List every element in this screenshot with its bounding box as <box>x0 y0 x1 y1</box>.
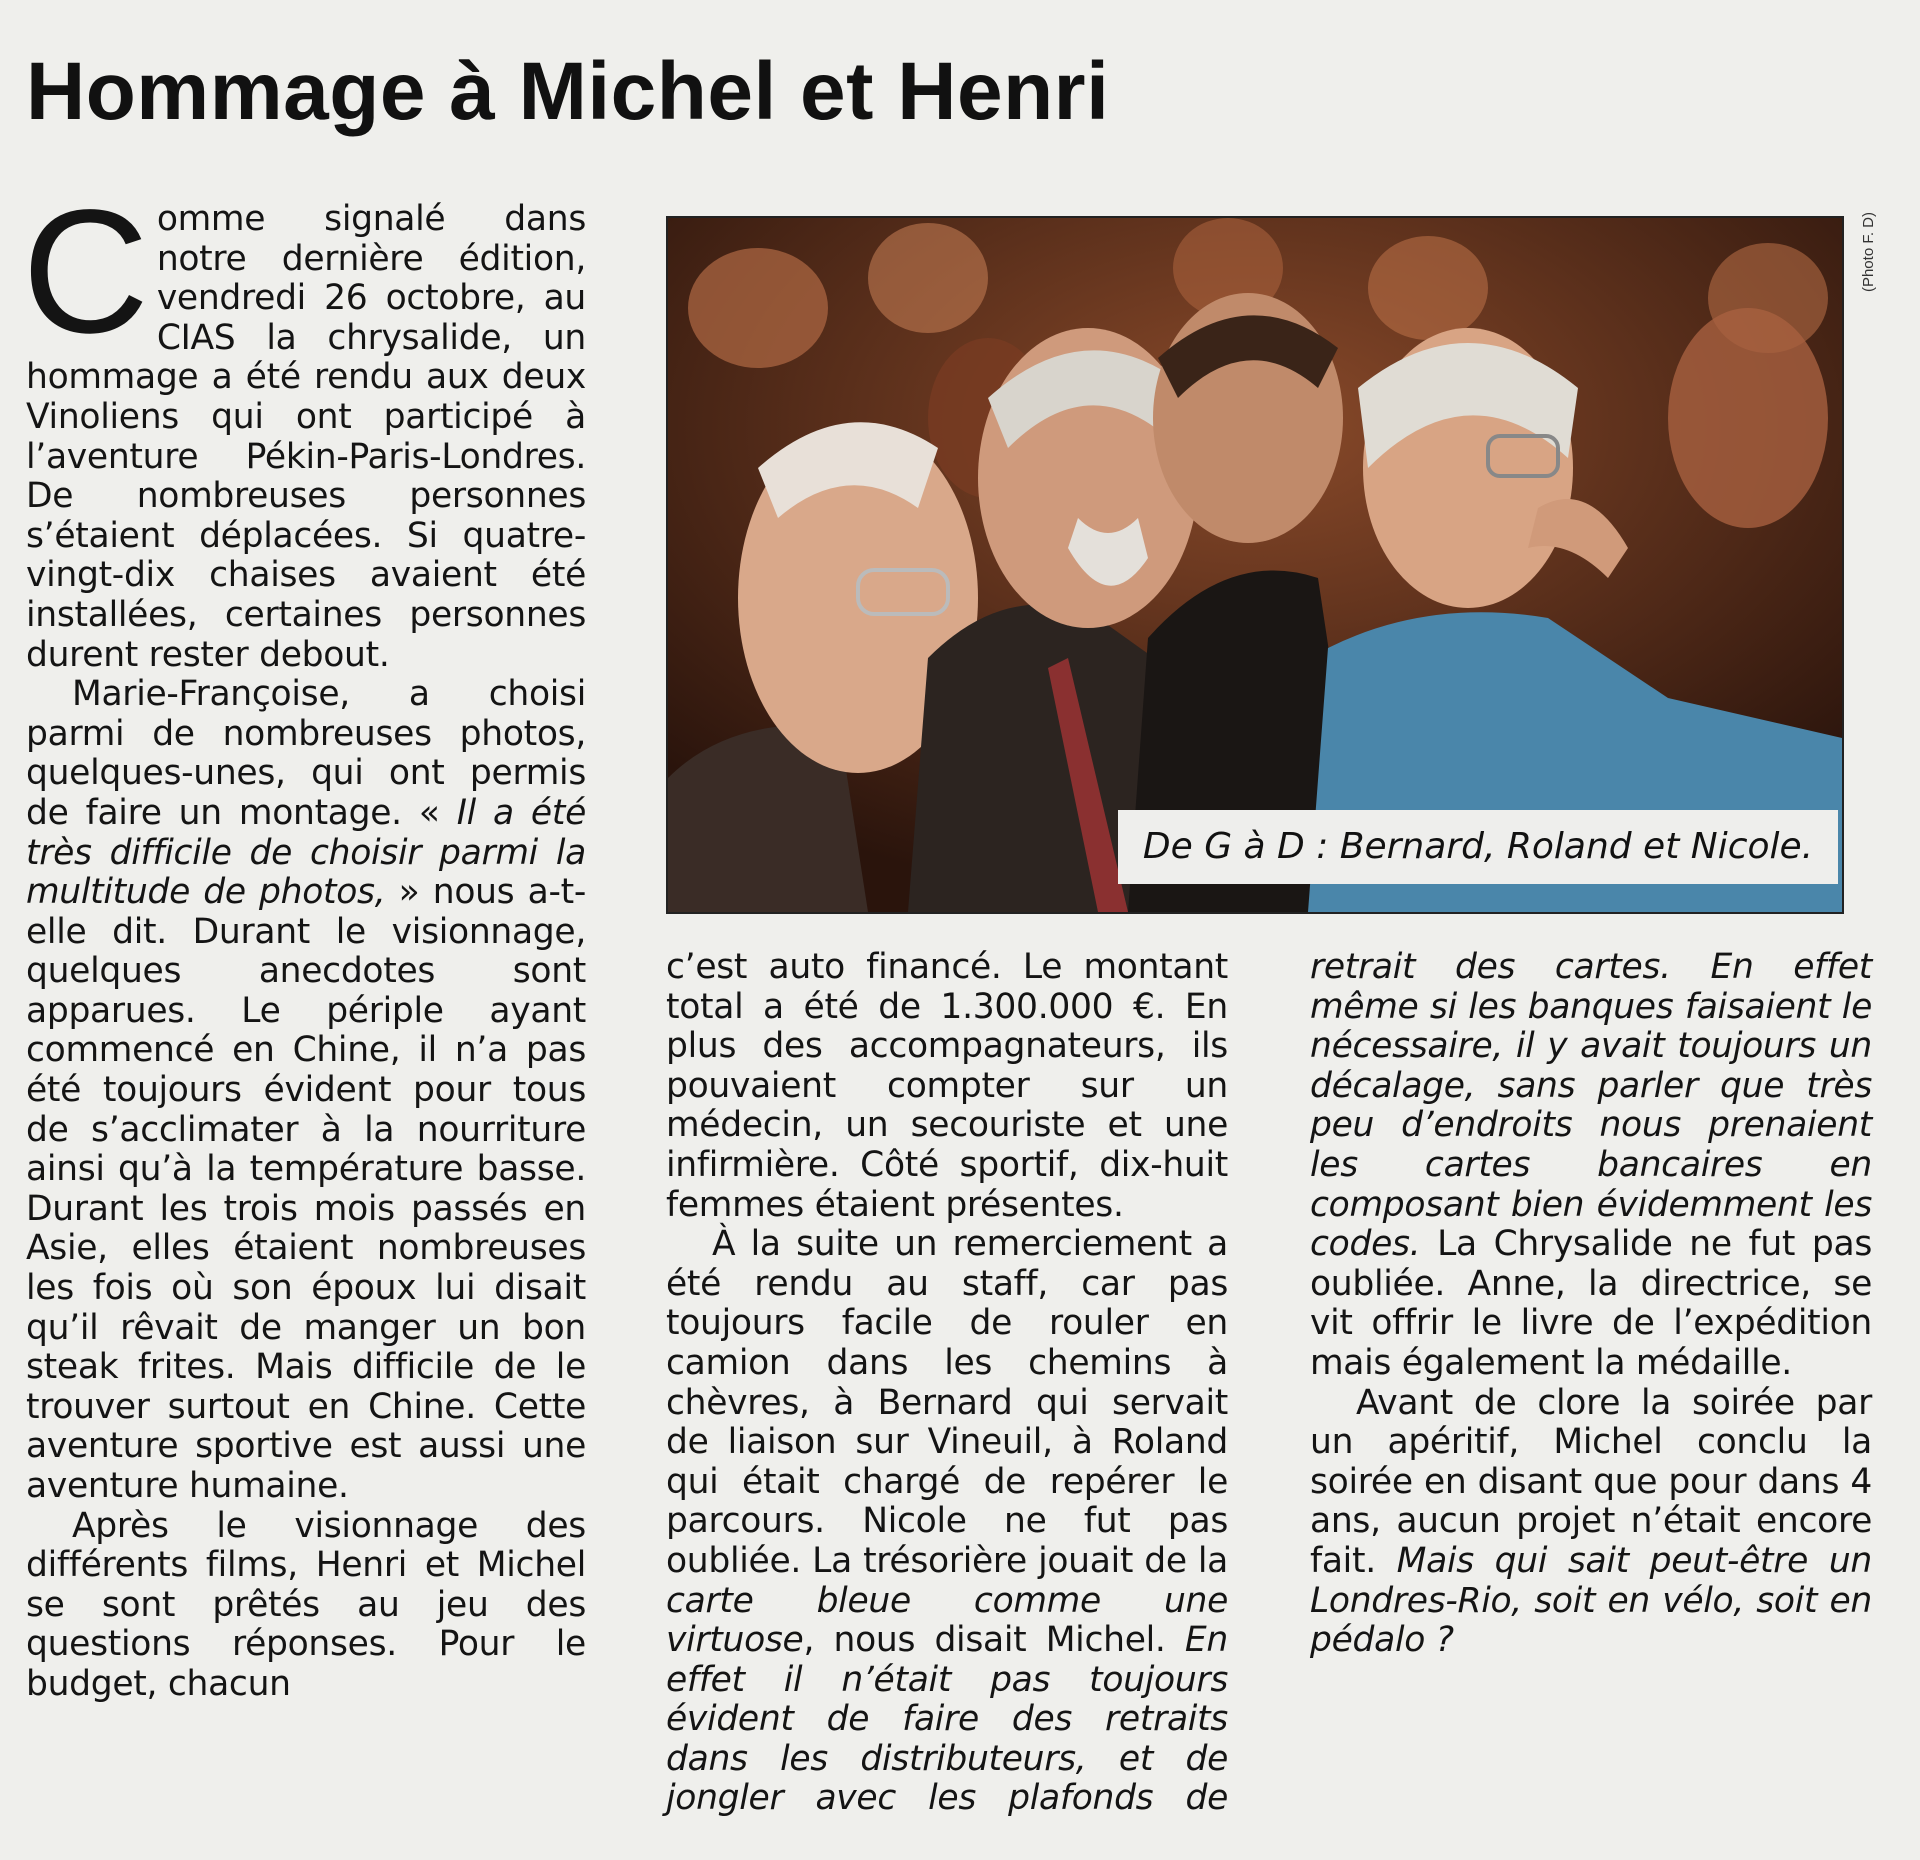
article-column-2 <box>666 948 1228 1819</box>
photo-credit: (Photo F. D) <box>1860 212 1877 293</box>
drop-cap: C <box>22 174 149 370</box>
paragraph-4-text-c: La Chrysalide ne fut pas oubliée. Anne, la directrice, se vit offrir le livre de l’expédition mais également la médaille. <box>1310 1224 1872 1383</box>
paragraph-2 <box>26 675 586 1506</box>
paragraph-4-quote-2-part: En effet il n’était pas toujours évident de faire des retraits dans les distributeurs, et de jongler avec les plafonds de <box>666 1620 1228 1819</box>
paragraph-4-quote-2: retrait des cartes. En effet même si les banques faisaient le nécessaire, il y avait toujours un décalage, sans parler que très peu d’endroits nous prenaient les cartes bancaires en composant bien évidemment les codes. <box>1310 947 1872 1265</box>
article-column-1 <box>22 174 586 1705</box>
paragraph-2-text-b: » nous a-t-elle dit. Durant le visionnage, quelques anecdotes sont apparues. Le périple ayant commencé en Chine, il n’a pas été toujours évident pour tous de s’acclimater à la nourriture ainsi qu’à la température basse. Durant les trois mois passés en Asie, elles étaient nombreuses les fois où son époux lui disait qu’il rêvait de manger un bon steak frites. Mais difficile de le trouver surtout en Chine. Cette aventure sportive est aussi une aventure humaine. <box>26 872 586 1506</box>
paragraph-5-text: Avant de clore la soirée par un apéritif, Michel conclu la soirée en disant que pour dans 4 ans, aucun projet n’était encore fait. <box>1310 1382 1872 1581</box>
paragraph-1-text: omme signalé dans notre dernière édition, vendredi 26 octobre, au CIAS la chrysalide, un hommage a été rendu aux deux Vinoliens qui ont participé à l’aventure Pékin-Paris-Londres. De nombreuses personnes s’étaient déplacées. Si quatre-vingt-dix chaises avaient été installées, certaines personnes durent rester debout. <box>26 199 586 675</box>
paragraph-4-text-b-part: , nous disait Michel. <box>803 1620 1185 1661</box>
paragraph-5 <box>1310 1384 1872 1661</box>
paragraph-3: Après le visionnage des différents films, Henri et Michel se sont prêtés au jeu des questions réponses. Pour le budget, chacun <box>26 1505 586 1704</box>
photo-illustration <box>668 218 1842 912</box>
paragraph-4-text-a-part: À la suite un remerciement a été rendu au staff, car pas toujours facile de rouler en camion dans les chemins à chèvres, à Bernard qui servait de liaison sur Vineuil, à Roland qui était chargé de repérer le parcours. Nicole ne fut pas oubliée. La trésorière jouait de la <box>666 1224 1228 1581</box>
article-column-3 <box>1310 948 1872 1661</box>
paragraph-2-text-a: Marie-Françoise, a choisi parmi de nombreuses photos, quelques-unes, qui ont permis de faire un montage. « <box>26 674 586 833</box>
paragraph-4-quote-1-part: carte bleue comme une virtuose <box>666 1580 1228 1661</box>
paragraph-3-continued: c’est auto financé. Le montant total a été de 1.300.000 €. En plus des accompagnateurs, ils pouvaient compter sur un médecin, un secouriste et une infirmière. Côté sportif, dix-huit femmes étaient présentes. <box>666 947 1228 1225</box>
paragraph-2-quote: Il a été très difficile de choisir parmi la multitude de photos, <box>26 792 586 913</box>
photo-caption: De G à D : Bernard, Roland et Nicole. <box>1118 810 1838 884</box>
paragraph-4 <box>1310 948 1872 1384</box>
paragraph-1 <box>22 174 586 675</box>
article-headline: Hommage à Michel et Henri <box>26 46 1110 137</box>
paragraph-4 <box>666 1225 1228 1819</box>
paragraph-5-quote: Mais qui sait peut-être un Londres-Rio, soit en vélo, soit en pédalo ? <box>1310 1540 1872 1661</box>
